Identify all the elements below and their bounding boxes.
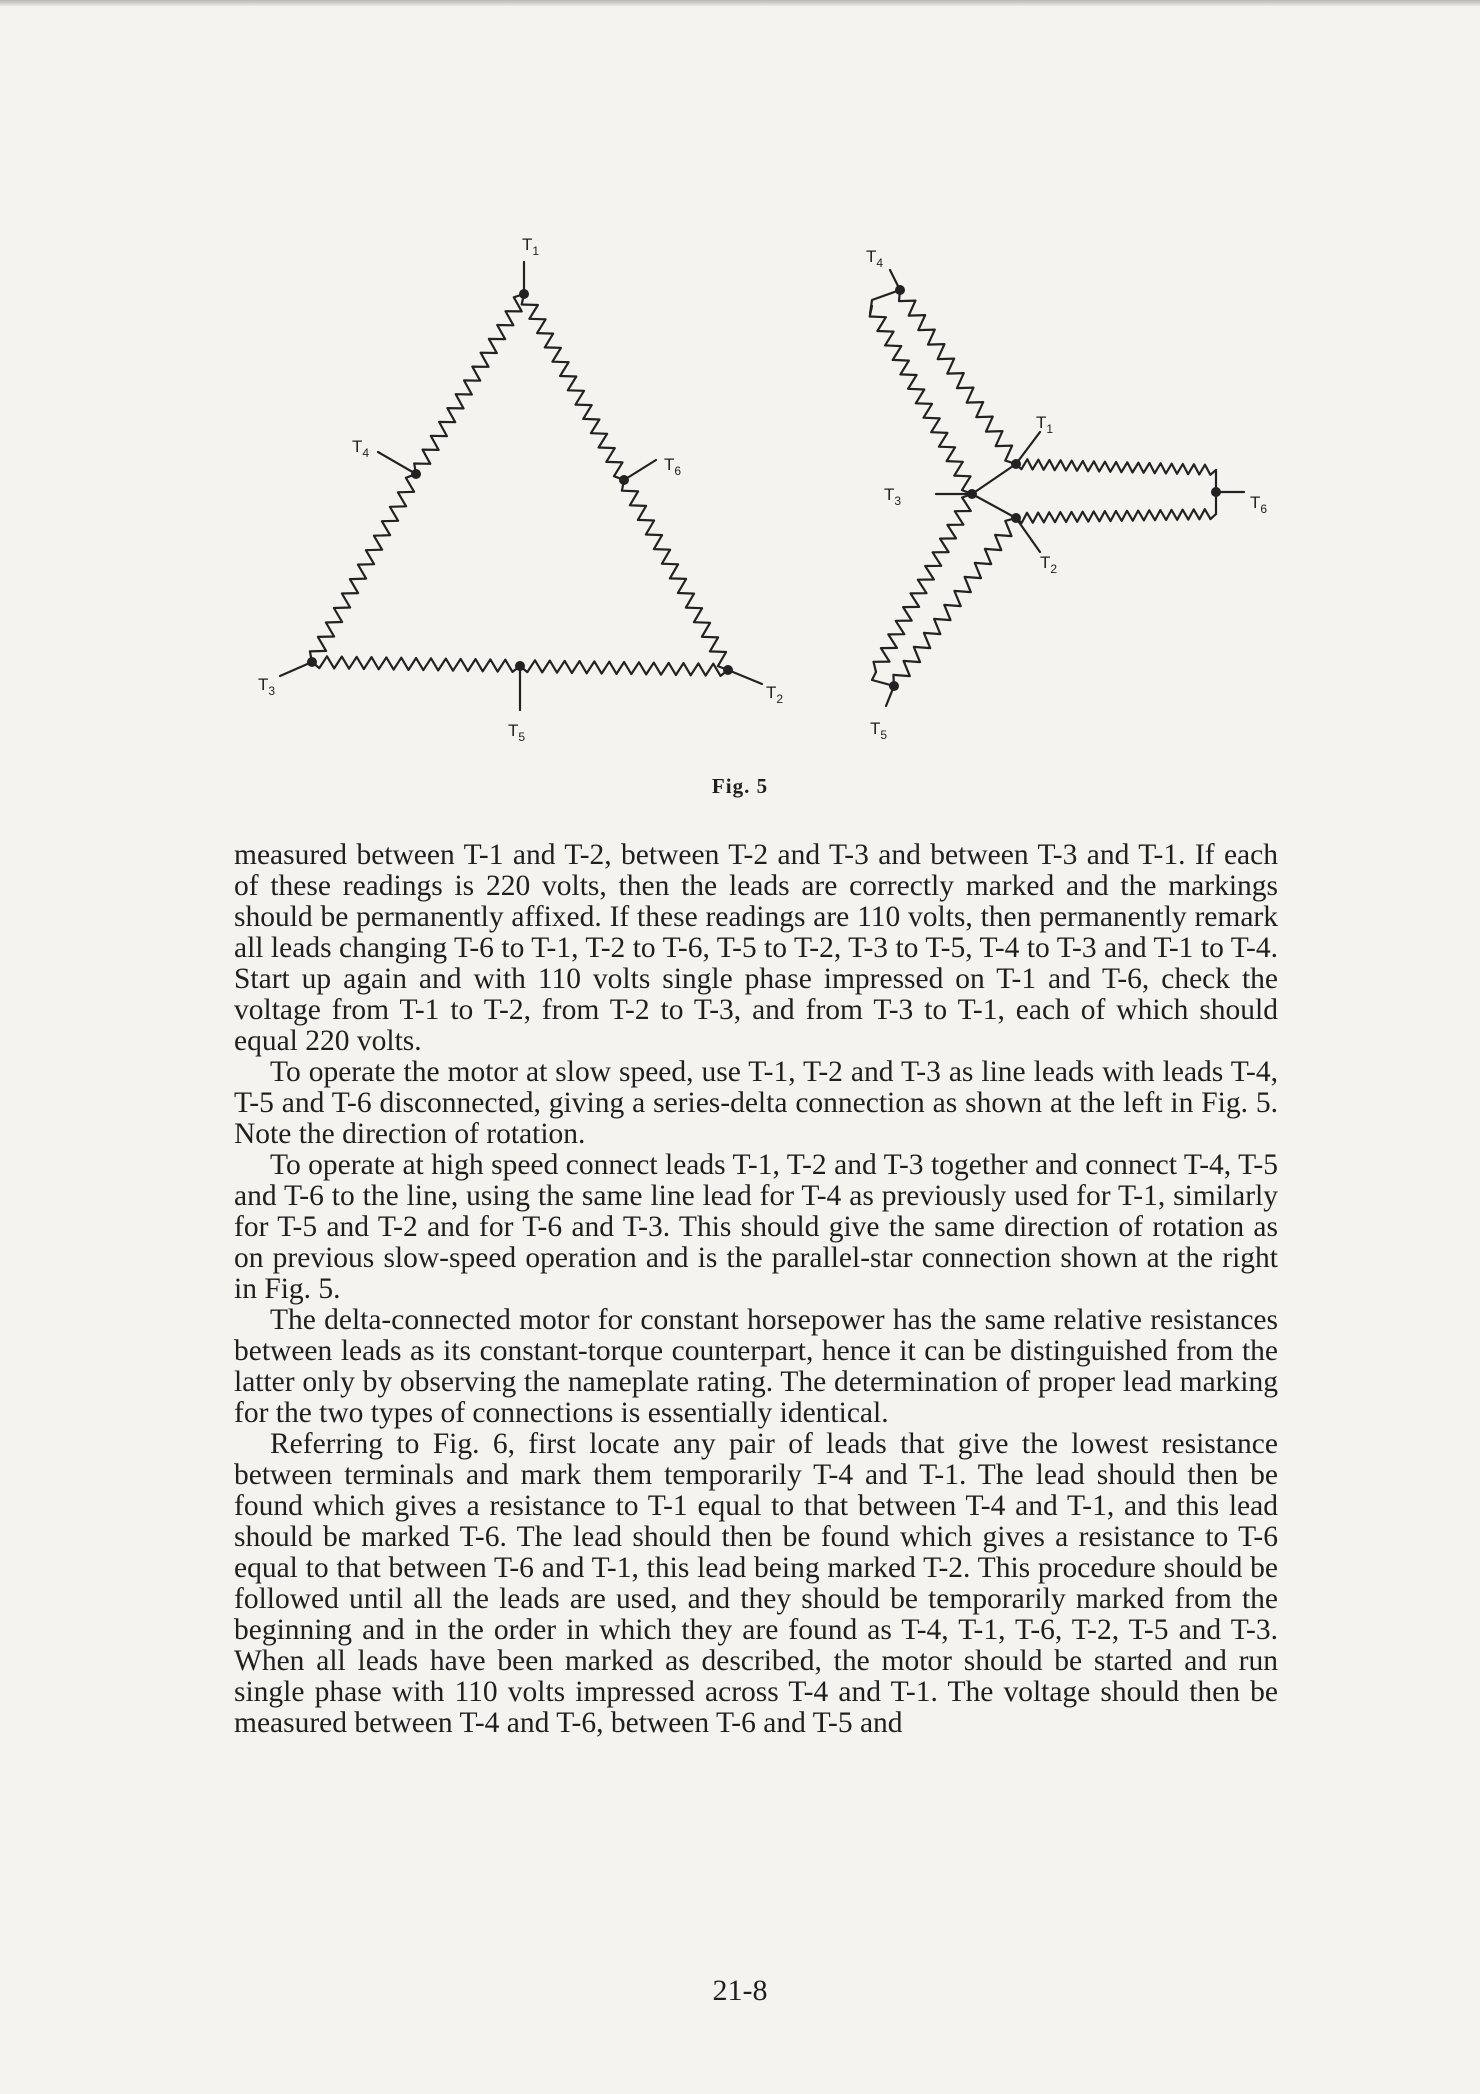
node-t2 bbox=[1011, 513, 1021, 523]
lead-t2 bbox=[1016, 518, 1040, 552]
right-label-t4: $T_4$ bbox=[866, 247, 884, 270]
right-label-t6: $T_6$ bbox=[1250, 493, 1268, 516]
junction-links bbox=[972, 464, 1016, 518]
node-t4 bbox=[895, 285, 905, 295]
left-label-t4: $T_4$ bbox=[352, 437, 370, 460]
coil-t4-t3 bbox=[310, 474, 416, 662]
paragraph-3: To operate at high speed connect leads T-1, T-2 and T-3 together and connect T-4, T-5 and T-6 to the line, using the same line lead for T-4 as previously used for T-1, similarly for T-5 and T-2 and for T-6 and T-3. This should give the same direction of rotation as on previous slow-speed operation and is the parallel-star connection shown at the right in Fig. 5. bbox=[234, 1149, 1278, 1305]
node-t1 bbox=[519, 289, 529, 299]
lead-t4-stub bbox=[870, 290, 900, 314]
body-text bbox=[234, 840, 1278, 1739]
coil-t3-t5 bbox=[312, 656, 520, 672]
coil-t5-t2 bbox=[520, 660, 728, 676]
figure-5 bbox=[0, 0, 1480, 820]
coil-t3-t5 bbox=[874, 494, 973, 672]
node-t2 bbox=[723, 665, 733, 675]
coil-t1-t6 bbox=[522, 294, 624, 480]
figure-caption: Fig. 5 bbox=[711, 774, 769, 798]
node-t3 bbox=[307, 657, 317, 667]
paragraph-2: To operate the motor at slow speed, use T-1, T-2 and T-3 as line leads with leads T-4, T-5 and T-6 disconnected, giving a series-delta connection as shown at the left in Fig. 5. Note the direction of rotation. bbox=[234, 1056, 1278, 1150]
node-t4 bbox=[411, 469, 421, 479]
left-label-t6: $T_6$ bbox=[664, 455, 682, 478]
coil-t6-t2 bbox=[622, 480, 728, 670]
right-label-t5: $T_5$ bbox=[870, 719, 888, 742]
left-label-t3: $T_3$ bbox=[258, 675, 276, 698]
paragraph-4: The delta-connected motor for constant horsepower has the same relative resistances between leads as its constant-torque counterpart, hence it can be distinguished from the latter only by observing the nameplate rating. The determination of proper lead marking for the two types of connections is essentially identical. bbox=[234, 1304, 1278, 1429]
left-label-t5: $T_5$ bbox=[508, 721, 526, 744]
node-t6 bbox=[1211, 487, 1221, 497]
coil-t1-t4 bbox=[414, 294, 524, 474]
lead-t6 bbox=[624, 460, 656, 480]
page-number: 21-8 bbox=[712, 1974, 768, 2007]
parallel-star-diagram bbox=[870, 270, 1244, 706]
node-t5 bbox=[889, 681, 899, 691]
right-label-t3: $T_3$ bbox=[884, 485, 902, 508]
left-label-t2: $T_2$ bbox=[766, 683, 784, 706]
paragraph-1: measured between T-1 and T-2, between T-2 and T-3 and between T-3 and T-1. If each of these readings is 220 volts, then the leads are correctly marked and the markings should be permanently affixed. If these readings are 110 volts, then permanently remark all leads changing T-6 to T-1, T-2 to T-6, T-5 to T-2, T-3 to T-5, T-4 to T-3 and T-1 to T-4. Start up again and with 110 volts single phase impressed on T-1 and T-6, check the voltage from T-1 to T-2, from T-2 to T-3, and from T-3 to T-1, each of which should equal 220 volts. bbox=[234, 839, 1278, 1057]
lead-t3 bbox=[280, 662, 312, 676]
series-delta-diagram bbox=[280, 262, 762, 710]
node-t6 bbox=[619, 475, 629, 485]
coil-t1-t6 bbox=[1016, 459, 1216, 475]
right-label-t1: $T_1$ bbox=[1036, 413, 1054, 436]
node-t3 bbox=[967, 489, 977, 499]
wiring-diagrams bbox=[0, 0, 1480, 820]
lead-t4 bbox=[378, 452, 416, 474]
coil-t2-t6 bbox=[1016, 509, 1216, 523]
coil-t2-t5 bbox=[893, 518, 1016, 686]
right-label-t2: $T_2$ bbox=[1040, 553, 1058, 576]
lead-t2 bbox=[728, 670, 762, 684]
left-label-t1: $T_1$ bbox=[522, 235, 540, 258]
paragraph-5: Referring to Fig. 6, first locate any pair of leads that give the lowest resistance between terminals and mark them temporarily T-4 and T-1. The lead should then be found which gives a resistance to T-1 equal to that between T-4 and T-1, and this lead should be marked T-6. The lead should then be found which gives a resistance to T-6 equal to that between T-6 and T-1, this lead being marked T-2. This procedure should be followed until all the leads are used, and they should be temporarily marked from the beginning and in the order in which they are found as T-4, T-1, T-6, T-2, T-5 and T-3. When all leads have been marked as described, the motor should be started and run single phase with 110 volts impressed across T-4 and T-1. The voltage should then be measured between T-4 and T-6, between T-6 and T-5 and bbox=[234, 1428, 1278, 1739]
node-t1 bbox=[1011, 459, 1021, 469]
node-t5 bbox=[515, 661, 525, 671]
coil-t4-t3 bbox=[870, 306, 972, 494]
